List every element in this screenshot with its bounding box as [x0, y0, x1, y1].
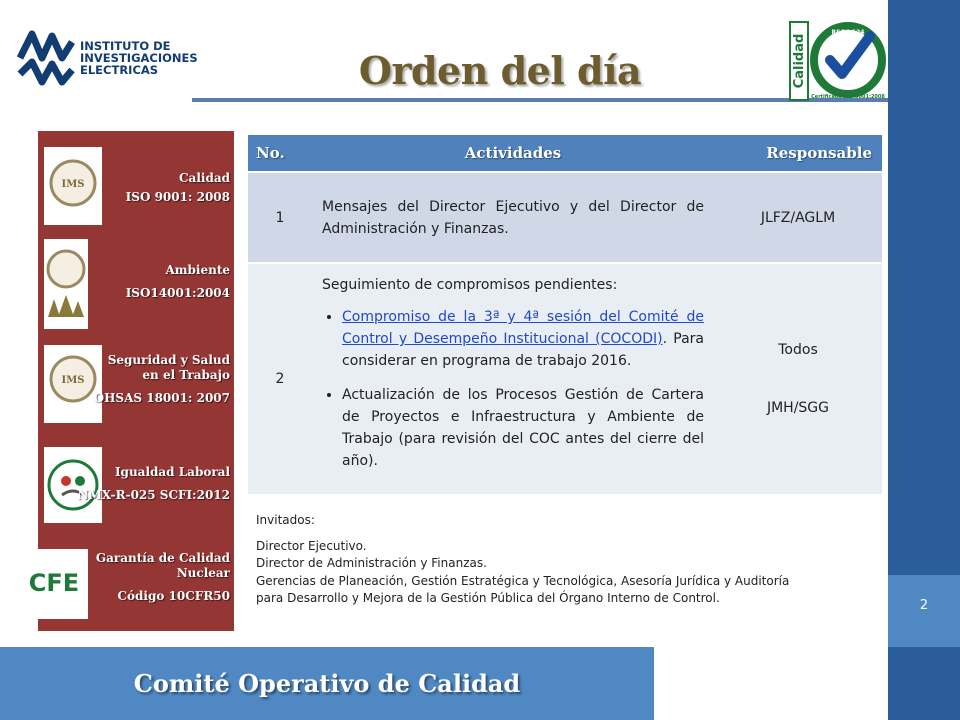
sidebar-item-ambiente	[38, 237, 234, 329]
invitados-section	[256, 512, 876, 608]
activity-intro: Seguimiento de compromisos pendientes:	[322, 277, 618, 293]
iie-logo-text	[80, 40, 198, 76]
svg-text:IMS: IMS	[61, 179, 85, 190]
sidebar-item-title: Calidad	[179, 171, 230, 185]
badge-ring-text: Certificado ISO 9001:2008	[811, 94, 885, 100]
cocodi-commitment-link[interactable]: Compromiso de la 3ª y 4ª sesión del Comité de Control y Desempeño Institucional (COCODI)	[342, 309, 704, 347]
row-activity	[312, 263, 714, 494]
sidebar-item-seguridad	[38, 343, 234, 435]
iie-logo-line: INSTITUTO DE	[80, 39, 171, 53]
ims-environment-seal-icon	[44, 239, 88, 329]
sidebar-item-standard: ISO 9001: 2008	[125, 190, 230, 204]
sidebar-item-standard: NMX-R-025 SCFI:2012	[77, 488, 230, 502]
badge-top-text: RSGC 124	[831, 29, 865, 36]
page-title: Orden del día	[358, 48, 642, 93]
sidebar-item-nuclear	[28, 539, 234, 631]
table-row	[248, 263, 882, 494]
row-responsible	[714, 263, 882, 494]
responsible-name: JMH/SGG	[766, 400, 830, 416]
iie-logo-mark-icon	[16, 22, 78, 102]
activity-bullet-list	[322, 306, 704, 472]
bullet-text: . Para considerar en programa de trabajo 2016.	[342, 331, 704, 369]
calidad-certification-badge	[786, 14, 886, 104]
calidad-vertical-text: Calidad	[792, 33, 807, 89]
svg-text:CFE: CFE	[28, 569, 80, 597]
sidebar-text-ambiente	[126, 263, 230, 301]
invitado-line: para Desarrollo y Mejora de la Gestión Pública del Órgano Interno de Control.	[256, 591, 720, 605]
title-underline	[192, 98, 888, 102]
iie-logo	[10, 10, 198, 110]
row-activity: Mensajes del Director Ejecutivo y del Director de Administración y Finanzas.	[312, 172, 714, 263]
svg-text:IMS: IMS	[61, 375, 85, 386]
cfe-logo-icon	[18, 549, 88, 619]
sidebar-item-title: Seguridad y Salud en el Trabajo	[107, 353, 230, 382]
row-number: 1	[248, 172, 312, 263]
page-number: 2	[919, 598, 929, 613]
sidebar-text-igualdad	[78, 465, 230, 503]
responsible-name: Todos	[778, 342, 818, 358]
row-number: 2	[248, 263, 312, 494]
header-activities: Actividades	[312, 135, 714, 172]
footer-title: Comité Operativo de Calidad	[133, 669, 521, 698]
list-item: • Actualización de los Procesos Gestión de Cartera de Proyectos e Infraestructura y Ambiente de Trabajo (para revisión del COC antes del cierre del año).	[342, 384, 704, 472]
iie-logo-line: INVESTIGACIONES	[80, 51, 198, 65]
sidebar-item-standard: Código 10CFR50	[117, 589, 230, 603]
sidebar-item-title: Garantía de Calidad Nuclear	[95, 551, 230, 580]
table-row	[248, 172, 882, 263]
agenda-table	[248, 135, 882, 494]
sidebar-item-title: Ambiente	[165, 263, 230, 277]
invitados-label: Invitados:	[256, 513, 315, 527]
sidebar-item-igualdad	[38, 443, 234, 533]
header-responsible: Responsable	[714, 135, 882, 172]
list-item	[342, 306, 704, 372]
ims-quality-seal-icon	[44, 147, 102, 225]
invitado-line: Director de Administración y Finanzas.	[256, 556, 487, 570]
invitado-line: Director Ejecutivo.	[256, 538, 367, 553]
iie-logo-line: ELECTRICAS	[80, 63, 159, 77]
header-no: No.	[248, 135, 312, 172]
table-header-row	[248, 135, 882, 172]
iso-certified-check-icon	[786, 14, 886, 104]
sidebar-text-seguridad	[90, 353, 230, 406]
sidebar-item-standard: ISO14001:2004	[125, 286, 230, 300]
sidebar-text-calidad	[126, 171, 230, 205]
sidebar-item-standard: OHSAS 18001: 2007	[93, 391, 230, 405]
row-responsible: JLFZ/AGLM	[714, 172, 882, 263]
sidebar-item-calidad	[38, 143, 234, 233]
sidebar-text-nuclear	[90, 551, 230, 604]
invitado-line: Gerencias de Planeación, Gestión Estratégica y Tecnológica, Asesoría Jurídica y Auditoría	[256, 573, 790, 588]
sidebar-item-title: Igualdad Laboral	[114, 465, 230, 479]
certifications-sidebar	[28, 131, 234, 631]
